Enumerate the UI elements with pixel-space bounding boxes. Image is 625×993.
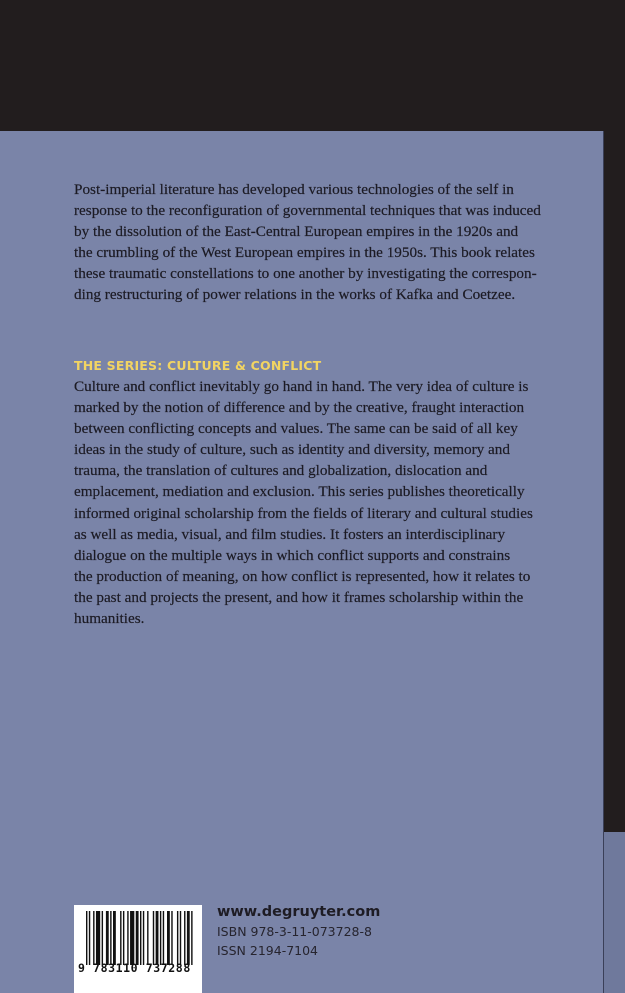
issn: ISSN 2194-7104 xyxy=(217,943,319,958)
series-line: Culture and conflict inevitably go hand in hand. The very idea of culture is xyxy=(74,378,529,395)
barcode-bar xyxy=(140,911,141,965)
barcode-bar xyxy=(153,911,154,965)
series-line: the production of meaning, on how conflict is represented, how it relates to xyxy=(74,567,531,585)
isbn: ISBN 978-3-11-073728-8 xyxy=(217,924,372,939)
publisher-url[interactable]: www.degruyter.com xyxy=(217,904,381,920)
barcode-bar xyxy=(136,911,139,965)
barcode-bar xyxy=(187,911,190,965)
publisher-info xyxy=(217,902,380,960)
barcode-bar xyxy=(113,911,116,965)
barcode-bar xyxy=(147,911,148,965)
isbn-barcode xyxy=(74,905,202,993)
barcode-bar xyxy=(180,911,181,965)
series-line: marked by the notion of difference and by the creative, fraught interaction xyxy=(74,399,525,417)
blurb-line: ding restructuring of power relations in the works of Kafka and Coetzee. xyxy=(74,286,516,304)
blurb-line: the crumbling of the West European empires in the 1950s. This book relates xyxy=(74,244,535,262)
barcode-bar xyxy=(163,911,164,965)
series-line: the past and projects the present, and how it frames scholarship within the xyxy=(74,588,524,606)
barcode-bar xyxy=(184,911,185,965)
series-title: THE SERIES: CULTURE & CONFLICT xyxy=(74,358,322,373)
barcode-bar xyxy=(123,911,124,965)
barcode-bar xyxy=(177,911,178,965)
barcode-digits: 9 783110 737288 xyxy=(78,961,191,975)
barcode-bar xyxy=(156,911,159,965)
barcode-bar xyxy=(106,911,109,965)
barcode-bar xyxy=(102,911,103,965)
blurb-line: Post-imperial literature has developed various technologies of the self in xyxy=(74,181,514,198)
barcode-bar xyxy=(127,911,128,965)
series-description xyxy=(74,376,533,629)
barcode-bar xyxy=(171,911,172,965)
book-back-cover xyxy=(0,131,604,993)
barcode-bar xyxy=(120,911,121,965)
series-line: informed original scholarship from the fields of literary and cultural studies xyxy=(74,504,533,522)
blurb xyxy=(74,179,541,306)
blurb-line: response to the reconfiguration of governmental techniques that was induced xyxy=(74,202,541,220)
series-line: as well as media, visual, and film studies. It fosters an interdisciplinary xyxy=(74,525,506,543)
blurb-line: by the dissolution of the East-Central European empires in the 1920s and xyxy=(74,223,519,241)
barcode-bars xyxy=(86,911,194,965)
blurb-line: these traumatic constellations to one another by investigating the correspon- xyxy=(74,265,537,283)
barcode-bar xyxy=(130,911,134,965)
barcode-bar xyxy=(93,911,94,965)
barcode-bar xyxy=(160,911,161,965)
barcode-bar xyxy=(96,911,100,965)
barcode-bar xyxy=(110,911,111,965)
barcode-bar xyxy=(89,911,90,965)
series-line: between conflicting concepts and values. The same can be said of all key xyxy=(74,420,518,438)
series-line: humanities. xyxy=(74,610,145,628)
barcode-bar xyxy=(167,911,170,965)
adjacent-cover-edge xyxy=(604,832,625,993)
series-line: ideas in the study of culture, such as identity and diversity, memory and xyxy=(74,441,510,459)
series-line: trauma, the translation of cultures and globalization, dislocation and xyxy=(74,462,488,480)
barcode-bar xyxy=(86,911,87,965)
series-line: emplacement, mediation and exclusion. This series publishes theoretically xyxy=(74,483,525,501)
barcode-bar xyxy=(191,911,192,965)
series-line: dialogue on the multiple ways in which conflict supports and constrains xyxy=(74,546,511,564)
barcode-bar xyxy=(143,911,144,965)
